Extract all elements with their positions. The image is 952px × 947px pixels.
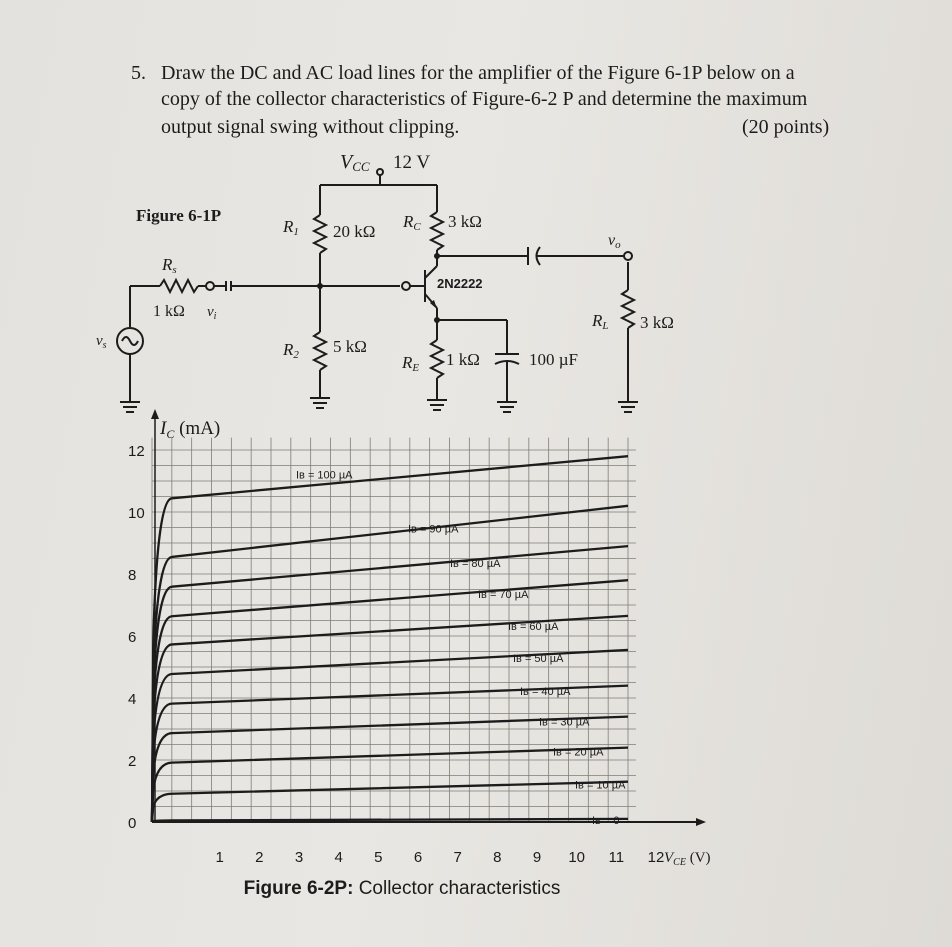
ib-label: Iʙ = 30 µA (539, 716, 590, 729)
ib-label: Iʙ = 10 µA (575, 779, 626, 792)
x-tick-label: 6 (413, 849, 423, 866)
x-tick-label: 7 (453, 849, 462, 866)
problem-line-2: copy of the collector characteristics of Figure-6-2 P and determine the maximum (161, 88, 808, 110)
r1-label: R1 (283, 217, 299, 238)
vi-terminal (206, 282, 214, 290)
ib-label: Iʙ = 60 µA (508, 621, 559, 634)
x-tick-label: 4 (334, 849, 343, 866)
rc-label: RC (403, 212, 421, 233)
ib-label: Iʙ = 0 (592, 815, 620, 828)
ib-label: Iʙ = 40 µA (520, 686, 571, 699)
rl-value: 3 kΩ (640, 313, 674, 332)
ib-label: Iʙ = 50 µA (513, 652, 564, 665)
y-axis-arrow-icon (151, 409, 159, 419)
x-tick-label: 12 (647, 849, 665, 866)
problem-line-3: output signal swing without clipping. (161, 116, 460, 138)
x-tick-label: 11 (608, 849, 625, 866)
ib-label: Iʙ = 70 µA (478, 589, 529, 602)
problem-number: 5. (131, 62, 146, 84)
vcc-value: 12 V (393, 152, 431, 173)
rs-value: 1 kΩ (153, 303, 185, 320)
x-tick-label: 3 (294, 849, 304, 866)
y-axis-label: $I_C$ (mA) (160, 418, 221, 441)
x-tick-label: 1 (215, 849, 224, 866)
r2-value: 5 kΩ (333, 337, 367, 356)
x-tick-label: 10 (568, 849, 586, 866)
transistor-label: 2N2222 (437, 276, 483, 291)
re-label: RE (402, 353, 420, 374)
ib-label: Iʙ = 100 µA (296, 469, 353, 482)
y-tick-label: 10 (128, 505, 145, 522)
chart-title: Figure 6-2P: Collector characteristics (243, 878, 561, 899)
x-tick-label: 9 (532, 849, 542, 866)
rl-label: RL (592, 311, 609, 332)
problem-points: (20 points) (742, 116, 830, 138)
ib-label: Iʙ = 80 µA (450, 558, 501, 571)
x-tick-label: 2 (255, 849, 264, 866)
x-tick-label: 8 (493, 849, 502, 866)
vo-terminal (624, 252, 632, 260)
vi-label: $v_i$ (207, 304, 217, 322)
vcc-label: VCC (340, 151, 370, 174)
ib-label: Iʙ = 90 µA (408, 523, 459, 536)
ib-label: Iʙ = 20 µA (553, 746, 604, 759)
y-tick-label: 6 (128, 629, 137, 646)
rs-label: Rs (162, 255, 177, 276)
r1-value: 20 kΩ (333, 222, 376, 241)
rc-value: 3 kΩ (448, 212, 482, 231)
amplifier-schematic (0, 0, 952, 440)
re-value: 1 kΩ (446, 350, 480, 369)
y-tick-label: 12 (128, 443, 145, 460)
x-tick-label: 5 (374, 849, 383, 866)
vo-label: vo (608, 232, 621, 251)
base-terminal (402, 282, 410, 290)
x-axis-label: $V_{CE}$ (V) (664, 850, 711, 868)
y-tick-label: 8 (128, 567, 137, 584)
vs-label: $v_s$ (96, 333, 107, 351)
x-axis-arrow-icon (696, 818, 706, 826)
y-tick-label: 0 (128, 815, 137, 832)
cap-value: 100 µF (529, 350, 578, 369)
vcc-terminal (377, 169, 383, 175)
figure-6-1p-label: Figure 6-1P (136, 206, 222, 225)
y-tick-label: 4 (128, 691, 137, 708)
r2-label: R2 (283, 340, 299, 361)
collector-characteristics-chart (0, 405, 952, 905)
y-tick-label: 2 (128, 753, 137, 770)
problem-line-1: Draw the DC and AC load lines for the amplifier of the Figure 6-1P below on a (161, 62, 795, 84)
